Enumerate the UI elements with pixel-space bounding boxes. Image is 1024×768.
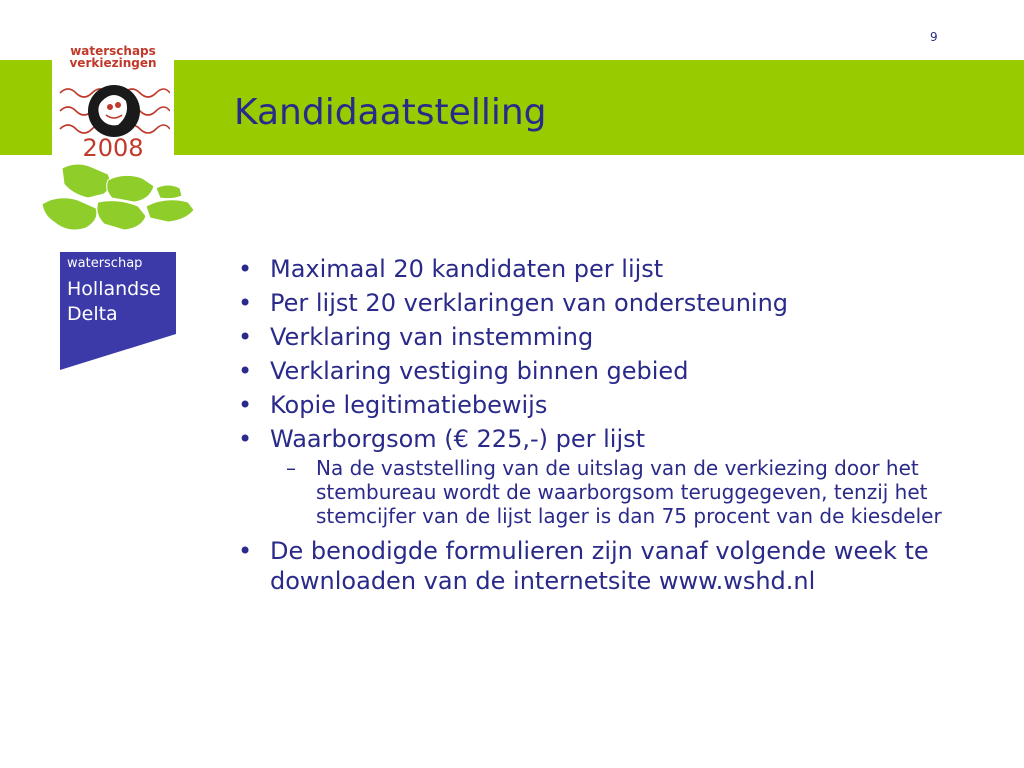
bullet-item <box>230 288 970 318</box>
elections-logo <box>52 40 174 165</box>
bullet-item <box>230 390 970 420</box>
islands-map-icon <box>38 158 198 248</box>
sub-bullet-marker: – <box>286 456 296 480</box>
bullet-text: De benodigde formulieren zijn vanaf volgende week te downloaden van de internetsite www.wshd.nl <box>270 537 929 595</box>
bullet-item <box>230 424 970 454</box>
sub-bullet-text: Na de vaststelling van de uitslag van de verkiezing door het stembureau wordt de waarborgsom teruggegeven, tenzij het stemcijfer van de lijst lager is dan 75 procent van de kiesdeler <box>316 456 942 528</box>
bullet-marker: • <box>238 425 253 453</box>
bullet-marker: • <box>238 255 253 283</box>
bullet-item <box>230 536 970 596</box>
bullet-item <box>230 322 970 352</box>
bullet-marker: • <box>238 391 253 419</box>
bullet-marker: • <box>238 289 253 317</box>
bullet-text: Waarborgsom (€ 225,-) per lijst <box>270 425 646 453</box>
wshd-logo-line1: Hollandse <box>67 278 161 300</box>
bullet-text: Maximaal 20 kandidaten per lijst <box>270 255 664 283</box>
wshd-logo-small-text: waterschap <box>67 256 143 271</box>
bullet-marker: • <box>238 537 253 565</box>
elections-logo-line1: waterschaps <box>70 44 156 58</box>
slide-title: Kandidaatstelling <box>234 92 547 133</box>
bullet-item <box>230 254 970 284</box>
page-number: 9 <box>930 30 938 44</box>
bullet-marker: • <box>238 357 253 385</box>
bullet-text: Kopie legitimatiebewijs <box>270 391 548 419</box>
sub-bullet-item <box>286 456 970 528</box>
bullet-marker: • <box>238 323 253 351</box>
elections-logo-line2: verkiezingen <box>69 56 157 70</box>
elections-logo-year: 2008 <box>82 134 144 162</box>
bullet-text: Verklaring vestiging binnen gebied <box>270 357 689 385</box>
bullet-text: Verklaring van instemming <box>270 323 594 351</box>
slide-body <box>230 254 970 600</box>
bullet-item <box>230 356 970 386</box>
wshd-logo-line2: Delta <box>67 303 118 325</box>
bullet-list <box>230 254 970 596</box>
bullet-text: Per lijst 20 verklaringen van ondersteuning <box>270 289 789 317</box>
